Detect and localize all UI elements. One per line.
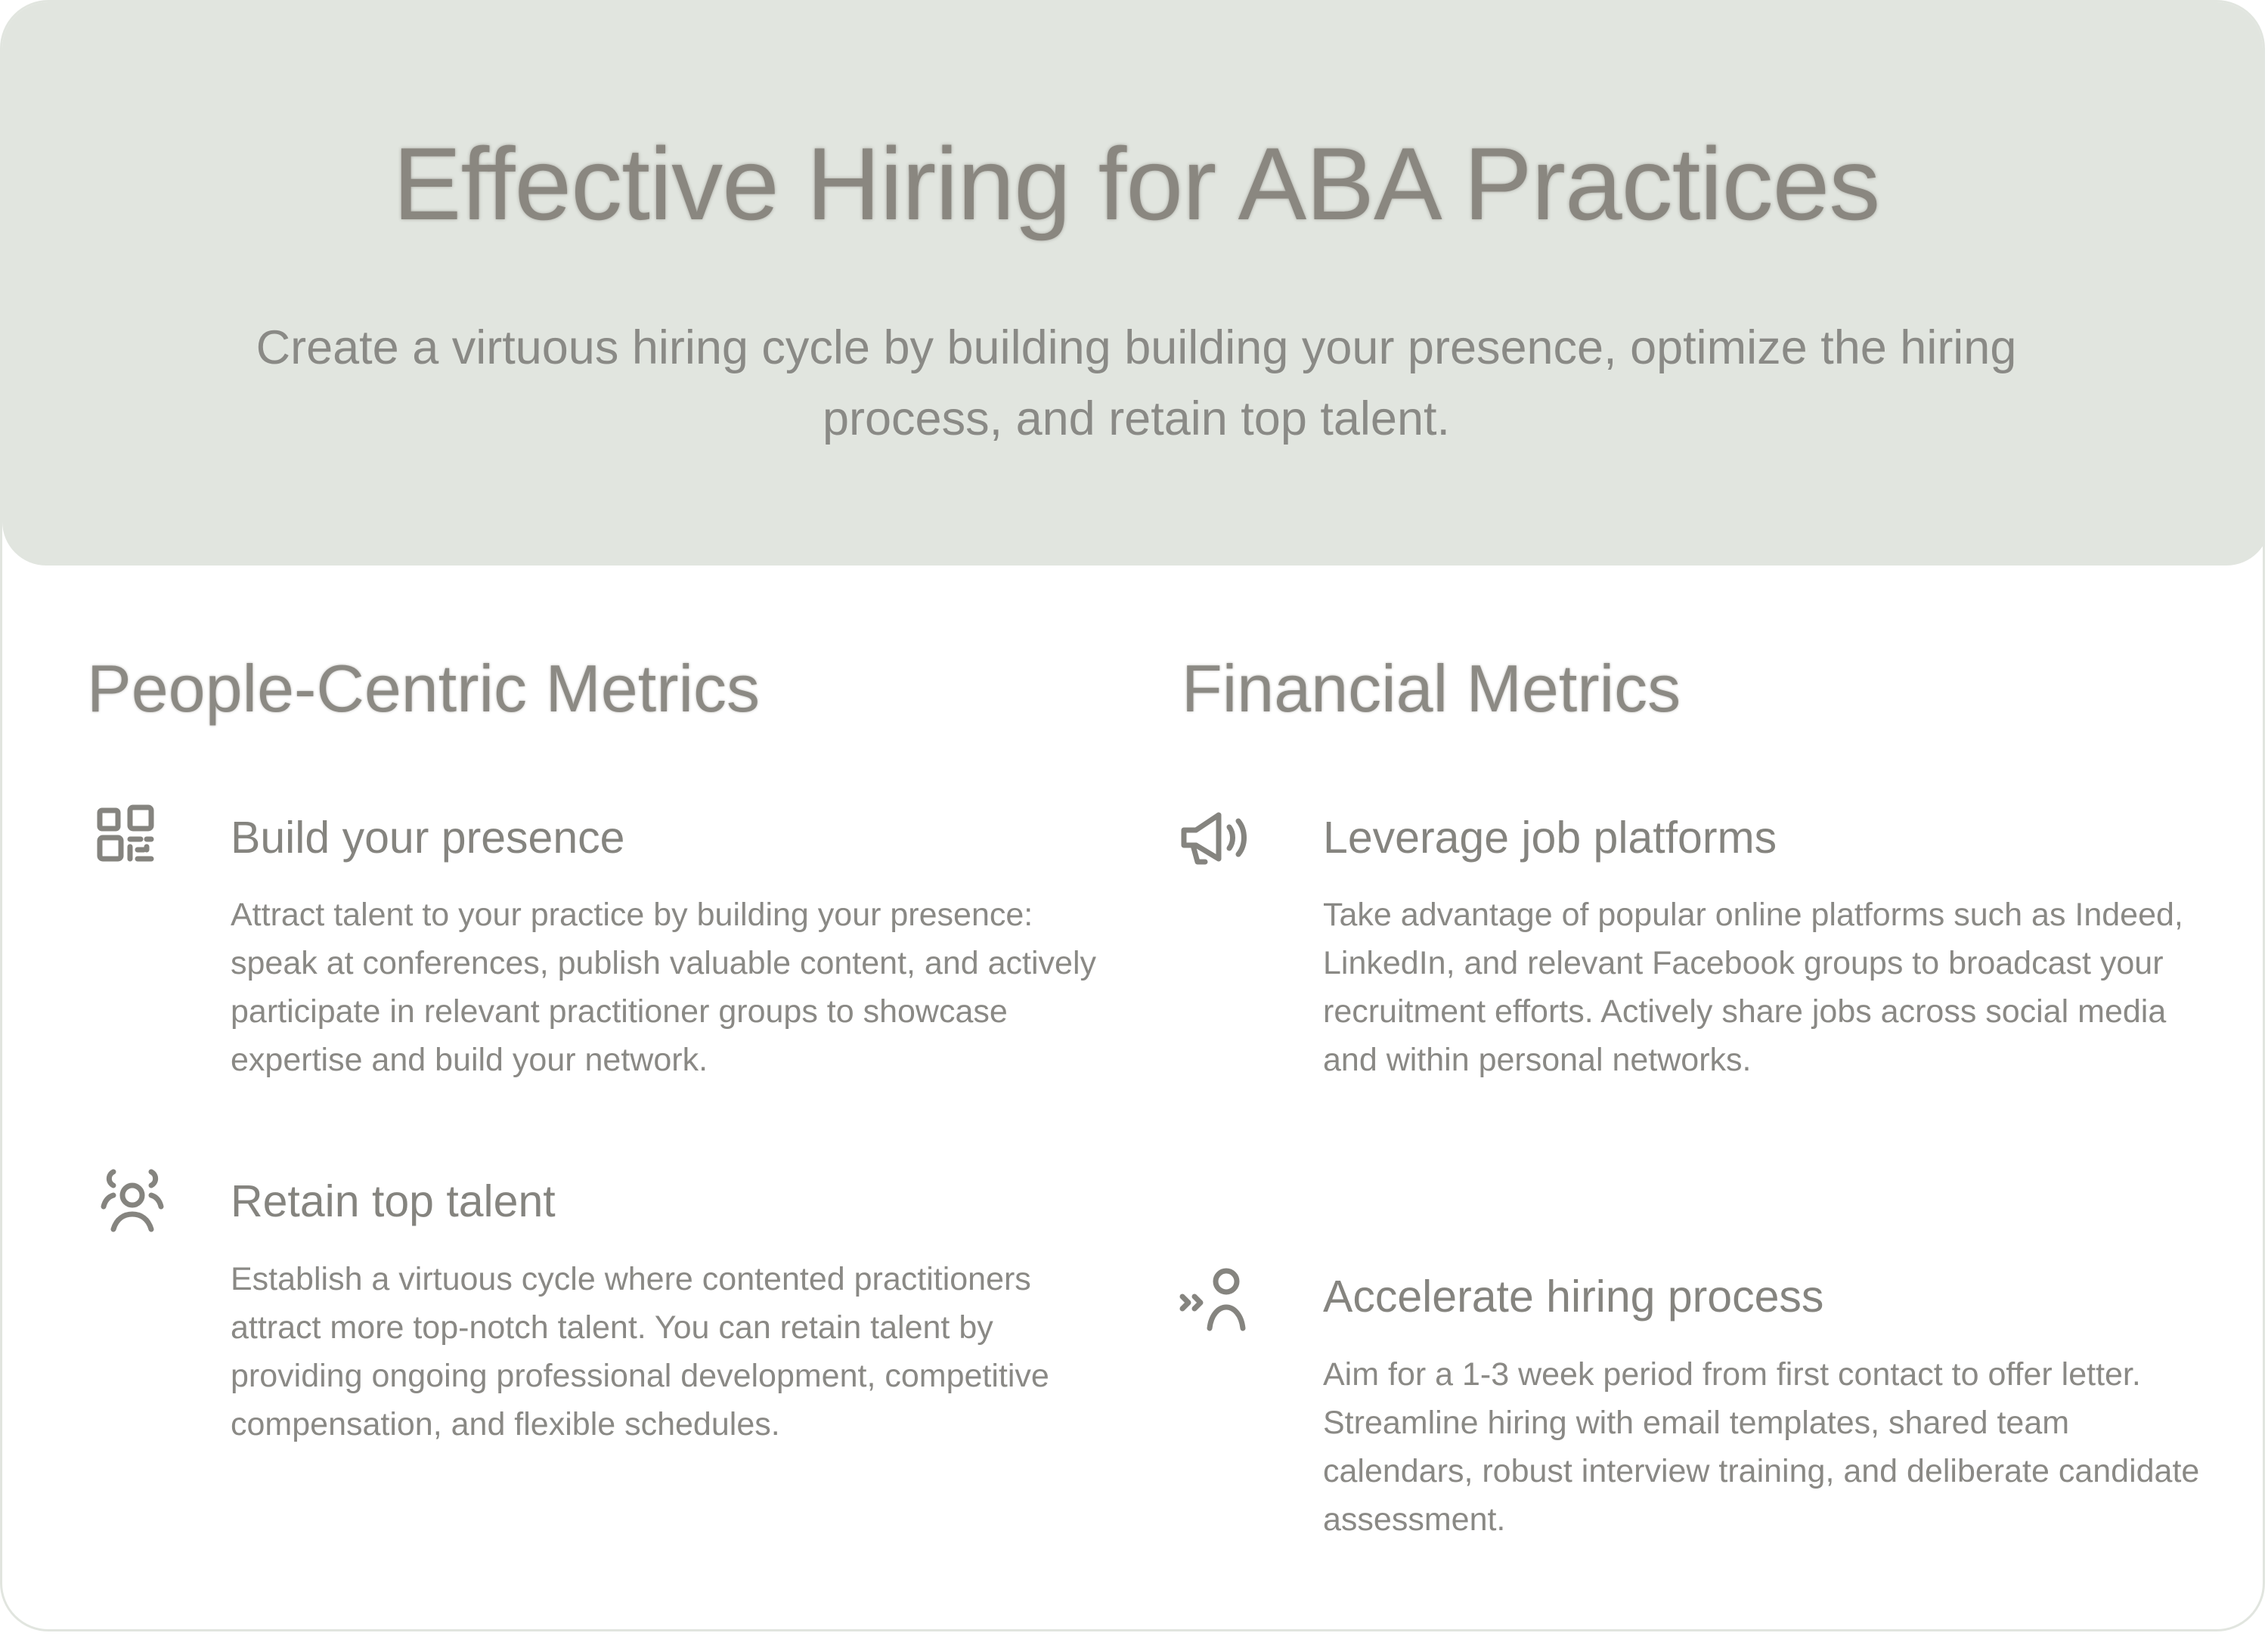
retain-talent-title: Retain top talent <box>231 1176 556 1226</box>
megaphone-icon <box>1176 800 1259 883</box>
accelerate-hiring-title: Accelerate hiring process <box>1323 1272 1824 1322</box>
retain-talent-body: Establish a virtuous cycle where contented practitioners attract more top-notch talent. You can retain talent by providing ongoing professional development, competitive compensation, and flexible schedules. <box>231 1261 1049 1442</box>
page-subtitle: Create a virtuous hiring cycle by building building your presence, optimize the hiring process, and retain top talent. <box>256 321 2017 445</box>
qr-code-icon <box>91 800 174 883</box>
financial-metrics-heading: Financial Metrics <box>1182 651 1681 726</box>
accelerate-hiring-body: Aim for a 1-3 week period from first contact to offer letter. Streamline hiring with email templates, shared team calendars, robust interview training, and deliberate candidate assessment. <box>1323 1356 2200 1538</box>
user-forward-icon <box>1176 1259 1259 1342</box>
build-presence-body: Attract talent to your practice by building your presence: speak at conferences, publish valuable content, and actively participate in relevant practitioner groups to showcase expertise and build your network. <box>231 897 1097 1078</box>
job-platforms-title: Leverage job platforms <box>1323 813 1777 863</box>
build-presence-title: Build your presence <box>231 813 625 863</box>
hero-banner <box>2 2 2265 565</box>
people-centric-heading: People-Centric Metrics <box>87 651 761 726</box>
job-platforms-body: Take advantage of popular online platforms such as Indeed, LinkedIn, and relevant Facebook groups to broadcast your recruitment efforts. Actively share jobs across social media and within personal networks. <box>1323 897 2183 1078</box>
page-title: Effective Hiring for ABA Practices <box>392 126 1880 241</box>
people-group-icon <box>91 1163 174 1246</box>
